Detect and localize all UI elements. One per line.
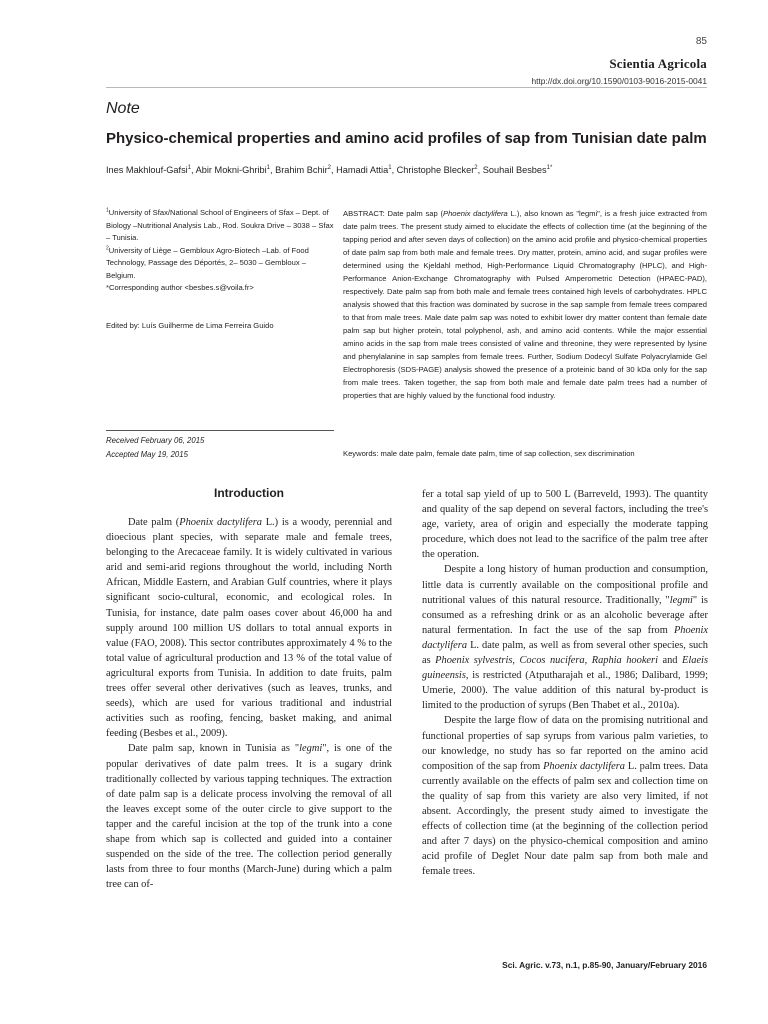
- affiliation-mark: 1: [106, 207, 109, 214]
- author-affiliation-mark: 2: [327, 164, 332, 171]
- received-date: Received February 06, 2015: [106, 436, 205, 445]
- species-name: Phoenix dactylifera: [179, 517, 263, 528]
- journal-name: Scientia Agricola: [609, 56, 707, 71]
- corresponding-author[interactable]: *Corresponding author <besbes.s@voila.fr>: [106, 283, 254, 292]
- body-text: Date palm sap, known in Tunisia as ": [128, 743, 300, 755]
- affiliation-mark: 2: [106, 244, 109, 251]
- body-text: Despite the large flow of data on the promising nutritional and functional properties of sap syrups from various palm varieties, to our knowledge, no study has so far reported on the amino acid composition of the sap from: [422, 715, 708, 772]
- author-name: Abir Mokni-Ghribi: [195, 165, 267, 175]
- body-paragraph: [422, 562, 708, 713]
- author-affiliation-mark: 1*: [546, 164, 553, 171]
- body-text: L.) is a woody, perennial and dioecious plant species, with separate male and female trees, belonging to the Arecaceae family. It is widely cultivated in various arid and semi-arid regions throughout the world, including North African, Middle Eastern, and Arabian Gulf countries, where it plays significant socio-cultural, economic, and ecological roles. In Tunisia, for instance, date palm oases cover about 46,000 ha and supply around 100 million US dollars to total annual exports in value (FAO, 2008). This sector contributes approximately 4 % to the total value of agricultural production and 13 % of the total value of agricultural exports from Tunisia. In addition to date fruits, palm trees offer several other derivatives (such as leaves, trunks, and seeds), which are used for various traditional and industrial activities such as roofing, fencing, basket making, and animal feeding (Besbes et al., 2009).: [106, 517, 393, 740]
- body-text: Date palm (: [128, 517, 180, 528]
- species-name: Phoenix sylvestris, Cocos nucifera, Raphia hookeri: [435, 655, 658, 667]
- keywords: Keywords: male date palm, female date palm, time of sap collection, sex discrimination: [343, 449, 635, 458]
- author-affiliation-mark: 1: [266, 164, 270, 171]
- species-name: Phoenix dactylifera: [543, 760, 625, 772]
- article-title: Physico-chemical properties and amino acid profiles of sap from Tunisian date palm: [106, 130, 707, 147]
- affiliation-1: [106, 207, 334, 245]
- body-text: L. palm trees. Data currently available on the effects of palm sex and collection time on the quality of sap from this variety are also very limited, if not absent. Accordingly, the present study aimed to investigate the effects of collection time (at the beginning of the collection period and after 7 days) on the physico-chemical composition and amino acid profile of Deglet Nour date palm sap from both male and female trees.: [422, 760, 708, 878]
- edited-by: Edited by: Luís Guilherme de Lima Ferreira Guido: [106, 321, 274, 330]
- term-italic: legmi: [299, 743, 323, 755]
- article-history: [106, 434, 334, 462]
- body-paragraph: [106, 515, 392, 741]
- body-text: and: [657, 655, 683, 667]
- abstract-species: Phoenix dactylifera: [443, 209, 508, 218]
- article-type-label: Note: [106, 100, 140, 117]
- abstract-label: ABSTRACT:: [343, 209, 385, 218]
- author-name: Brahim Bchir: [275, 165, 328, 175]
- abstract-text: Date palm sap (: [384, 209, 443, 218]
- author-affiliation-mark: 1: [388, 164, 392, 171]
- species-name: Phoenix dactylifera: [422, 624, 708, 651]
- body-text: L. date palm, as well as from several other species, such as: [422, 639, 708, 667]
- body-text: Despite a long history of human production and consumption, little data is currently available on the compositional profile and nutritional values of this natural resource. Traditionally, ": [422, 564, 708, 606]
- abstract-text: L.), also known as "legmi", is a fresh juice extracted from date palm trees. The present study aimed to elucidate the effects of collection time (at the beginning of the tapping period and after seven days of collection) on the amino acid profile and physico-chemical properties of date palm sap from both male and female trees. Dry matter, protein, amino acid, and sugar profiles were determined using the Kjeldahl method, High-Performance Liquid Chromatography (HPLC), and High-Performance Anion-Exchange Chromatography with Pulsed Amperometric Detection (HPAEC-PAD), respectively. Date palm sap from both male and female trees contained high levels of carbohydrates. HPLC analysis showed that this fraction was dominated by sucrose in the sap sample from female trees compared to that from male trees. Male date palm sap was noted to exhibit lower dry matter content than female date palm sap but higher protein, total polyphenol, ash, and amino acid contents. While the major essential amino acids in the sap from male trees consisted of valine and threonine, they were represented by lysine and phenylalanine in sap samples from female trees. Further, Sodium Dodecyl Sulfate Polyacrylamide Gel Electrophoresis (SDS-PAGE) analysis showed the presence of a proteinic band of 30 kDa only for the sap from male trees. Taken together, the sap from both male and female date palm trees had a number of properties that are highly valued by the functional food industry.: [343, 209, 708, 400]
- author-name: Souhail Besbes: [482, 165, 547, 175]
- body-column-left: [106, 484, 392, 892]
- species-name: Elaeis guineensis: [422, 655, 708, 682]
- affiliation-2: [106, 245, 334, 283]
- author-list: Ines Makhlouf-Gafsi$^1$, Abir Mokni-Ghribi$^1$, Brahim Bchir$^2$, Hamadi Attia$^1$, Christophe Blecker$^2$, Souhail Besbes$^{1*}$: [106, 164, 553, 175]
- footer-citation: Sci. Agric. v.73, n.1, p.85-90, January/February 2016: [502, 960, 707, 970]
- affiliation-text: University of Liège – Gembloux Agro-Biotech –Lab. of Food Technology, Passage des Déportés, 2– 5030 – Gembloux – Belgium.: [106, 245, 309, 280]
- section-heading-introduction: Introduction: [214, 486, 284, 500]
- header-divider: [106, 87, 707, 88]
- author-affiliation-mark: 1: [187, 164, 192, 171]
- doi-link[interactable]: http://dx.doi.org/10.1590/0103-9016-2015-0041: [531, 76, 707, 86]
- author-name: Hamadi Attia: [336, 165, 389, 175]
- author-affiliation-mark: 2: [474, 164, 478, 171]
- body-paragraph: [422, 713, 708, 879]
- body-paragraph: fer a total sap yield of up to 500 L (Barreveld, 1993). The quantity and quality of the sap depend on several factors, including the tree's age, variety, area of origin and especially the moderate tapping procedure, which does not lead to the sacrifice of the palm tree after the operation.: [422, 489, 708, 561]
- body-paragraph: [106, 741, 392, 892]
- author-name: Christophe Blecker: [396, 165, 475, 175]
- body-text: " is consumed as a refreshing drink or as an alcoholic beverage after natural fermentation. In fact the use of the sap from: [422, 594, 708, 636]
- history-divider: [106, 430, 334, 431]
- page-number: 85: [695, 36, 707, 47]
- affiliations: [106, 207, 334, 295]
- author-name: Ines Makhlouf-Gafsi: [106, 165, 188, 175]
- abstract: [343, 207, 707, 402]
- affiliation-text: University of Sfax/National School of Engineers of Sfax – Dept. of Biology –Nutritional Analysis Lab., Rod. Soukra Drive – 3038 – Sfax – Tunisia.: [106, 208, 334, 242]
- body-text: ", is one of the popular derivatives of date palm trees. It is a sugary drink traditionally collected by various tapping techniques. The extraction of date palm sap is a delicate process involving the removal of all the leaves except some of the outer circle to give support to the tapper and the careful incision at the top of the trunk into a cone shape from which sap is collected and guided into a container suspended on the side of the tree. The collection period generally lasts from three to four months (March-June) during which a palm tree can of-: [106, 743, 392, 891]
- body-column-right: [422, 487, 708, 879]
- accepted-date: Accepted May 19, 2015: [106, 450, 188, 459]
- body-text: , is restricted (Atputharajah et al., 1986; Dalibard, 1999; Umerie, 2000). The value addition of this natural by-product is limited to the production of syrups (Ben Thabet et al., 2010a).: [422, 670, 708, 712]
- term-italic: legmi: [669, 594, 693, 606]
